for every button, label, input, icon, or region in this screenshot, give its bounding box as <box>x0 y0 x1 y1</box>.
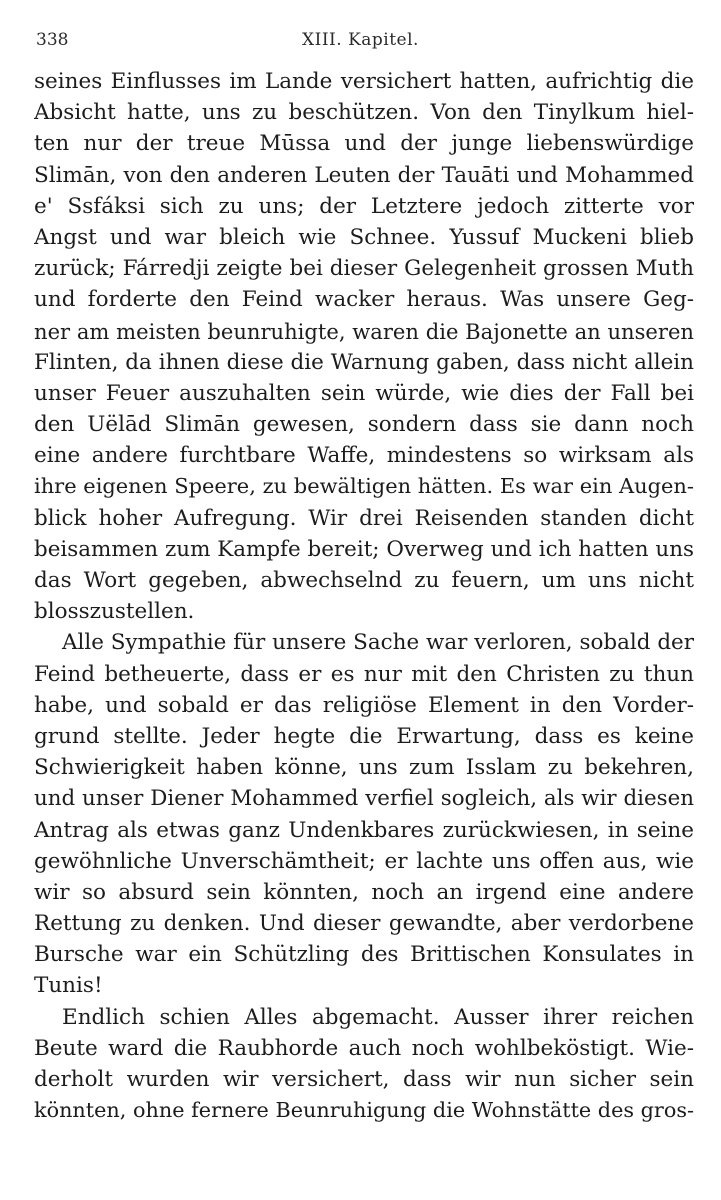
text-line: unser Feuer auszuhalten sein würde, wie dies der Fall bei <box>34 380 694 406</box>
text-line: seines Einflusses im Lande versichert hatten, aufrichtig die <box>34 69 694 94</box>
text-line: Slimān, von den anderen Leuten der Tauāti und Mohammed <box>34 162 694 188</box>
text-line: das Wort gegeben, abwechselnd zu feuern, um uns nicht <box>34 568 694 593</box>
paragraph-first-line: Endlich schien Alles abgemacht. Ausser ihrer reichen <box>62 1004 694 1030</box>
text-line: derholt wurden wir versichert, dass wir nun sicher sein <box>34 1067 694 1092</box>
text-line: Flinten, da ihnen diese die Warnung gaben, dass nicht allein <box>34 349 694 375</box>
text-line: Beute ward die Raubhorde auch noch wohlbeköstigt. Wie- <box>34 1035 694 1061</box>
text-line: e' Ssfáksi sich zu uns; der Letztere jedoch zitterte vor <box>34 193 694 219</box>
text-line: habe, und sobald er das religiöse Element in den Vorder- <box>34 692 694 718</box>
text-line: gewöhnliche Unverschämtheit; er lachte uns offen aus, wie <box>34 848 694 874</box>
paragraph-first-line: Alle Sympathie für unsere Sache war verloren, sobald der <box>62 630 694 656</box>
text-line: und forderte den Feind wacker heraus. Was unsere Geg- <box>34 287 694 313</box>
text-line: ten nur der treue Mūssa und der junge liebenswürdige <box>34 131 694 157</box>
text-line: Antrag als etwas ganz Undenkbares zurückwiesen, in seine <box>34 817 694 843</box>
text-line: ihre eigenen Speere, zu bewältigen hätten. Es war ein Augen- <box>34 474 694 499</box>
page-number: 338 <box>36 30 69 50</box>
text-line: eine andere furchtbare Waffe, mindestens so wirksam als <box>34 443 694 469</box>
body-text <box>34 66 694 1126</box>
text-line: Bursche war ein Schützling des Brittischen Konsulates in <box>34 942 694 968</box>
text-line: zurück; Fárredji zeigte bei dieser Gelegenheit grossen Muth <box>34 256 694 282</box>
text-line: Absicht hatte, uns zu beschützen. Von den Tinylkum hiel- <box>34 100 694 126</box>
text-line: blick hoher Aufregung. Wir drei Reisenden standen dicht <box>34 505 694 531</box>
text-line: ner am meisten beunruhigte, waren die Bajonette an unseren <box>34 318 694 344</box>
text-line: beisammen zum Kampfe bereit; Overweg und ich hatten uns <box>34 536 694 562</box>
text-line: Angst und war bleich wie Schnee. Yussuf Muckeni blieb <box>34 224 694 250</box>
text-line: und unser Diener Mohammed verfiel sogleich, als wir diesen <box>34 786 694 812</box>
text-line: Schwierigkeit haben könne, uns zum Isslam zu bekehren, <box>34 755 694 781</box>
chapter-heading: XIII. Kapitel. <box>302 30 419 50</box>
paragraph-last-line: blosszustellen. <box>34 599 195 625</box>
text-line: Rettung zu denken. Und dieser gewandte, aber verdorbene <box>34 911 694 937</box>
text-line: wir so absurd sein könnten, noch an irgend eine andere <box>34 879 694 905</box>
paragraph-last-line: Tunis! <box>34 973 103 999</box>
text-line: grund stellte. Jeder hegte die Erwartung, dass es keine <box>34 723 694 749</box>
text-line: Feind betheuerte, dass er es nur mit den Christen zu thun <box>34 661 694 687</box>
running-head <box>36 30 685 54</box>
text-line: den Uëlād Slimān gewesen, sondern dass sie dann noch <box>34 412 694 438</box>
text-line: könnten, ohne fernere Beunruhigung die Wohnstätte des gros- <box>34 1098 694 1123</box>
